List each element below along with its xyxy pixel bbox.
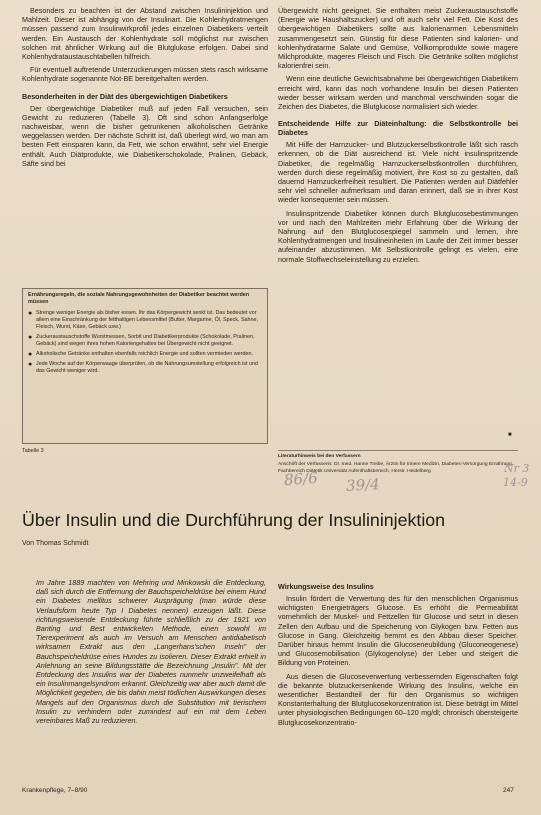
bullet-icon: ● (28, 310, 33, 317)
lower-right-column (278, 578, 518, 731)
paragraph: Der übergewichtige Diabetiker muß auf jeden Fall versuchen, sein Gewicht zu reduzieren (Tabelle 3). Oft sind schon Anfangserfolge nachweisbar, wenn die bisher getrunkenen alkoholischen Getränke weggelassen werden. Der nächste Schritt ist, daß überlegt wird, wo man am besten Fett einsparen kann, da Fett, wie schon erwähnt, sehr viel Energie enthält. Auch Diätprodukte, wie Diabetikerschokolade, Pralinen, Gebäck, Säfte sind bei (22, 103, 268, 168)
paragraph: Für eventuell auftretende Unterzuckerungen müssen stets rasch wirksame Kohlenhydrate sogenannte Not-BE bereitgehalten werden. (22, 65, 268, 84)
table-item-text: Jede Woche auf der Körperwaage überprüfen, ob die Nahrungsumstellung erfolgreich ist und das Gewicht weniger wird. (36, 361, 258, 374)
article-author: Von Thomas Schmidt (22, 540, 89, 547)
paragraph: Insulinspritzende Diabetiker können durch Blutglucosebestimmungen vor und nach den Mahlzeiten mehr Erfahrung über die Wirkung der Nahrung auf den Blutglucosespiegel sammeln und lernen, ihre Kohlenhydratmengen und Insulineinheiten im Laufe der Zeit immer besser aufeinander abzustimmen. Mit Selbstkontrolle gelingt es vielen, eine normale Stoffwechseleinstellung zu erzielen. (278, 208, 518, 264)
table-caption: Tabelle 3 (22, 448, 44, 454)
table-item (28, 351, 262, 358)
upper-right-column (278, 6, 518, 268)
section-heading: Wirkungsweise des Insulins (278, 582, 374, 591)
handwritten-note: 86/6 (283, 468, 319, 490)
table-item (28, 310, 262, 331)
journal-footer: Krankenpflege, 7–8/90 (22, 787, 88, 794)
paragraph: Aus diesen die Glucoseverwertung verbessernden Eigenschaften folgt die bekannte blutzuckersenkende Wirkung des Insulins, welche ein wesentlicher Bestandteil der für den Organismus so wichtigen Konstanterhaltung der Blutglucosekonzentration ist. Diese beträgt im Mittel unter physiologischen Bedingungen 60–120 mg/dl; chronisch übersteigerte Blutglucosekonzentratio- (278, 671, 518, 727)
handwritten-note: 14-9 (503, 476, 528, 489)
handwritten-note: Nr 3 (504, 462, 530, 475)
bullet-icon: ● (28, 361, 33, 368)
paragraph: Wenn eine deutliche Gewichtsabnahme bei übergewichtigen Diabetikern erreicht wird, kann das noch vorhandene Insulin bei diesen Patienten wieder besser wirksam werden und manchmal verschwinden sogar die Zeichen des Diabetes, die Blutglucose normalisiert sich wieder. (278, 74, 518, 112)
upper-left-column (22, 6, 268, 172)
bullet-icon: ● (28, 351, 33, 358)
table-item-text: Zuckeraustauschstoffe Wurstmessen, Sorbit und Diabetikerprodukte (Schokolade, Pralinen, Gebäck) sind wegen ihres hohen Kaloriengehaltes bei Übergewicht nicht geeignet. (36, 334, 255, 347)
handwritten-note: 39/4 (345, 475, 381, 495)
page-number: 247 (503, 787, 514, 794)
bullet-icon: ● (28, 334, 33, 341)
end-mark: ■ (508, 432, 512, 438)
paragraph: Insulin fördert die Verwertung des für den menschlichen Organismus wichtigsten Energieträgers Glucose. Es erhöht die Permeabilität vornehmlich der Muskel- und Fettzellen für Glucose und setzt in diesen Zellen den Aufbau und die Speicherung von Glykogen bzw. Fetten aus Glucose in Gang. Gleichzeitig hemmt es den Abbau dieser Speicher. Darüber hinaus hemmt Insulin die Glucoseneubildung (Gluconeogenese) und Glucosemobilisation (Glykogenolyse) der Leber und steigert die Bildung von Proteinen. (278, 594, 518, 668)
table-item (28, 334, 262, 348)
literature-title: Literaturhinweis bei den Verfassern (278, 454, 361, 459)
table-item (28, 361, 262, 375)
article-title: Über Insulin und die Durchführung der Insulininjektion (22, 510, 446, 530)
section-heading: Besonderheiten in der Diät des übergewichtigen Diabetikers (22, 91, 228, 101)
article-intro: Im Jahre 1889 machten von Mehring und Minkowski die Entdeckung, daß sich durch die Entfernung der Bauchspeicheldrüse bei einem Hund ein Diabetes mellitus schwerer Ausprägung (man würde diese Verlaufsform heute Typ I Diabetes nennen) erzeugen läßt. Diese richtungsweisende Entdeckung führte schließlich zu der 1921 von Banting und Best entwickelten Methode, einen sowohl im Tierexperiment als auch im Versuch am Menschen antidiabetisch wirksamen Extrakt aus den „Langerhans'schen Inseln" der Bauchspeicheldrüse eines Hundes zu isolieren. Dieser Extrakt erhielt in Anlehnung an seine Bildungsstätte die Bezeichnung „Insulin". Mit der Entdeckung des Insulins war der Diabetes nunmehr unzweifelhaft als ein Insulinmangelsyndrom erkannt. Gleichzeitig war aber auch damit die Möglichkeit gegeben, die bis dahin meist tödlichen Auswirkungen dieses Mangels auf den Organismus durch die Substitution mit tierischem Insulin zu verhindern oder zumindest auf ein mit dem Leben vereinbares Maß zu reduzieren. (36, 578, 266, 726)
section-heading: Entscheidende Hilfe zur Diäteinhaltung: die Selbstkontrolle bei Diabetes (278, 119, 518, 138)
paragraph: Übergewicht nicht geeignet. Sie enthalten meist Zuckeraustauschstoffe (Energie wie Haushaltszucker) und oft auch sehr viel Fett. Die Kost des übergewichtigen Diabetikers sollte aus kalorienarmen Lebensmitteln zusammengesetzt sein. Günstig für diese Patienten sind kalorien- und kohlenhydratarme Salate und Gemüse, Vollkornprodukte sowie magere Milchprodukte, mageres Fleisch und Fisch. Die Getränke sollten möglichst kalorienfrei sein. (278, 6, 518, 71)
table-item-text: Alkoholische Getränke enthalten ebenfalls reichlich Energie und sollten vermieden werden. (36, 351, 253, 357)
paragraph: Mit Hilfe der Harnzucker- und Blutzuckerselbstkontrolle läßt sich rasch erkennen, ob die Diät ausreichend ist. Viele nicht insulinspritzende Diabetiker, die regelmäßig Harnzuckerselbstkontrollen durchführen, werden durch diese regelmäßig motiviert, ihre Kost so zu gestalten, daß dauernd Harnzuckerfreiheit resultiert. Die Patienten werden auf Diätfehler sehr viel schneller aufmerksam und daran erinnert, daß sie in ihrer Kost wieder konsequenter sein müssen. (278, 140, 518, 205)
table-item-text: Strenge weniger Energie als bisher essen. Ihr das Körpergewicht senkt ist. Das bedeutet vor allem eine Einschränkung der fetthaltigen Lebensmittel (Butter, Margarine, Öl, Speck, Sahne, Fleisch, Wurst, Käse, Gebäck usw.) (36, 310, 259, 330)
paragraph: Besonders zu beachten ist der Abstand zwischen Insulininjektion und Mahlzeit. Dieser ist abhängig von der Insulinart. Die Kohlenhydratmengen müssen passend zum Insulinwirkprofil jedes einzelnen Diabetikers verteilt werden. Ein Austausch der Kohlenhydrate soll möglichst nur zwischen solchen mit ähnlicher Wirkung auf die Blutglukose erfolgen. Dabei sind Kohlenhydrataustauschtabellen hilfreich. (22, 6, 268, 62)
table-box (22, 288, 268, 444)
table-title: Ernährungsregeln, die soziale Nahrungsgewohnheiten der Diabetiker beachtet werden müssen (28, 292, 250, 305)
literature-text: Anschrift der Verfasserin: Dr. med. Hanne Treibe, Ärztin für Innere Medizin, Diabetes-Versorgung Ernährung Fachbereich Diätetik Universität Aufenthaltsbereich, Herstr. Heidelberg (278, 462, 512, 474)
